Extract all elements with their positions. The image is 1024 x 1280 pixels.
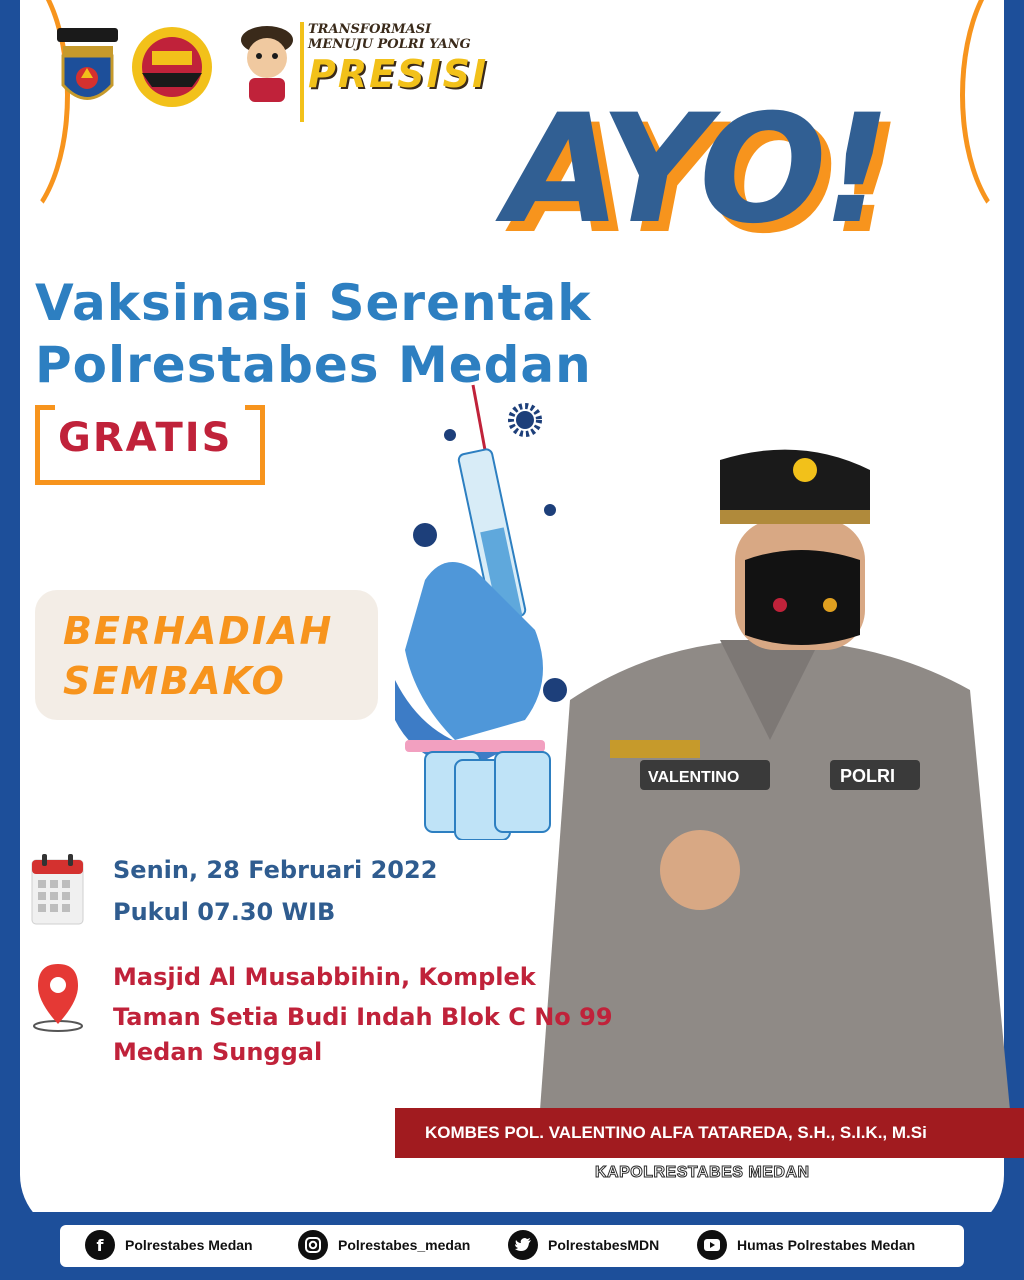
- event-time: Pukul 07.30 WIB: [113, 898, 336, 926]
- location-line3: Medan Sunggal: [113, 1038, 323, 1066]
- location-line1: Masjid Al Musabbihin, Komplek: [113, 963, 536, 991]
- event-date: Senin, 28 Februari 2022: [113, 856, 438, 884]
- calendar-icon: [30, 852, 85, 927]
- presisi-line1: TRANSFORMASI: [308, 22, 432, 37]
- officer-name: KOMBES POL. VALENTINO ALFA TATAREDA, S.H., S.I.K., M.Si: [425, 1123, 927, 1142]
- twitter-icon: [508, 1230, 538, 1260]
- gratis-label: GRATIS: [58, 415, 233, 461]
- gratis-badge: [35, 405, 265, 485]
- ayo-headline: AYO!: [505, 83, 888, 257]
- facebook-label: Polrestabes Medan: [125, 1237, 253, 1253]
- social-instagram[interactable]: [298, 1230, 470, 1260]
- korps-logo-icon: [130, 25, 215, 110]
- polrestabes-logo-icon: [55, 20, 120, 115]
- officer-badge-unit: POLRI: [840, 766, 896, 786]
- mascot-icon: [235, 18, 300, 108]
- officer-title: KAPOLRESTABES MEDAN: [595, 1164, 810, 1181]
- social-facebook[interactable]: [85, 1230, 253, 1260]
- prize-line2: SEMBAKO: [63, 659, 286, 703]
- youtube-label: Humas Polrestabes Medan: [737, 1237, 916, 1253]
- social-youtube[interactable]: [697, 1230, 915, 1260]
- presisi-wordmark: PRESISI: [308, 52, 489, 96]
- officer-title-banner: [585, 1158, 865, 1188]
- officer-name-banner: [395, 1108, 1024, 1158]
- prize-badge: [35, 590, 378, 720]
- instagram-label: Polrestabes_medan: [338, 1237, 471, 1253]
- headline-line1: Vaksinasi Serentak: [35, 274, 592, 332]
- presisi-bar: [300, 22, 304, 122]
- facebook-icon: f: [85, 1230, 115, 1260]
- officer-badge-name: VALENTINO: [648, 769, 740, 786]
- headline-line2: Polrestabes Medan: [35, 336, 592, 394]
- location-pin-icon: [28, 960, 88, 1032]
- instagram-icon: [298, 1230, 328, 1260]
- youtube-icon: [697, 1230, 727, 1260]
- location-line2: Taman Setia Budi Indah Blok C No 99: [113, 1003, 613, 1031]
- prize-line1: BERHADIAH: [63, 609, 334, 653]
- twitter-label: PolrestabesMDN: [548, 1237, 660, 1253]
- social-twitter[interactable]: [508, 1230, 659, 1260]
- presisi-line2: MENUJU POLRI YANG: [308, 37, 471, 52]
